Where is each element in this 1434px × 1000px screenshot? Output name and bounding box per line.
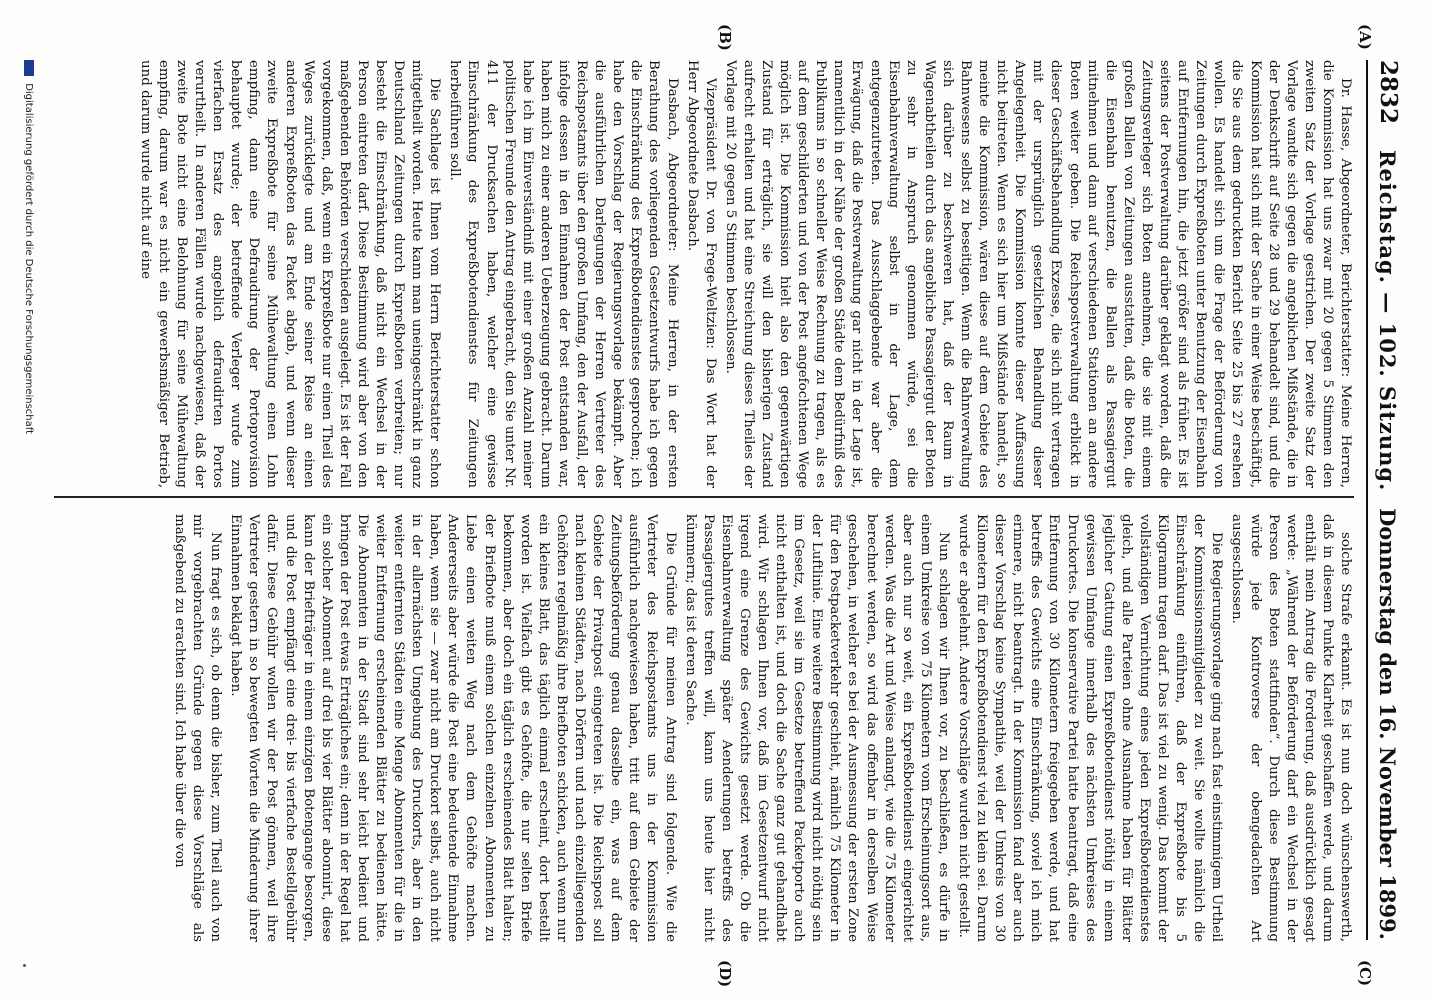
paragraph: Die Sachlage ist Ihnen vom Herrn Berichterstatter schon mitgetheilt worden. Heute kann man uneingeschränkt in ganz Deutschland Zeitungen durch Expreßboten verbreiten; nur besteht die Einschränkung, daß nicht ein Wechsel in der Person eintreten darf. Diese Bestimmung wird aber von den maßgebenden Behörden verschieden ausgelegt. Es ist der Fall vorgekommen, daß, wenn ein Expreßbote nur einen Theil des Weges zurücklegte und am Ende seiner Reise an einen anderen Expreßboten das Packet abgab, und wenn dieser zweite Expreßbote für seine Mühewaltung einen Lohn empfing, dann eine Defraudirung der Portoprovision behauptet wurde; der betreffende Verleger wurde zum vierfachen Ersatz des angeblich defraudirten Portos verurtheilt. In anderen Fällen wurde nachgewiesen, daß der zweite Bote nicht eine Belohnung für seine Mühewaltung empfing, darum war es nicht ein gewerbsmäßiger Betrieb, und darum wurde nicht auf eine [137,60,443,488]
digitization-text: Digitalisierung gefördert durch die Deutsche Forschungsgemeinschaft [23,83,34,435]
page-title: Reichstag. — 102. Sitzung. [1375,150,1400,492]
scan-artifact [23,964,26,967]
paragraph: Dr. Hasse, Abgeordneter, Berichterstatter: Meine Herren, die Kommission hat uns zwar mit 20 gegen 5 Stimmen den zweiten Satz der Vorlage gestrichen. Der zweite Satz der Vorlage wandte sich gegen die angeblichen Mißstände, die in der Denkschrift auf Seite 28 und 29 behandelt sind, und die Kommission hat sich mit der Sache in einer Weise beschäftigt, die Sie aus dem gedruckten Bericht Seite 25 bis 27 ersehen wollen. Es handelt sich um die Frage der Beförderung von Zeitungen durch Expreßboten unter Benutzung der Eisenbahn auf Entfernungen hin, die jetzt größer sind als früher. Es ist seitens der Postverwaltung darüber geklagt worden, daß die Zeitungsverleger sich Boten annehmen, die sie mit einem großen Ballen von Zeitungen ausstatten, daß die Boten, die die Eisenbahn benutzen, die Ballen als Passagiergut mitnehmen und dann auf verschiedenen Stationen an andere Boten weiter geben. Die Reichspostverwaltung erblickt in dieser Geschäftsbehandlung Exzesse, die sich nicht vertragen mit der ursprünglich gesetzlichen Behandlung dieser Angelegenheit. Die Kommission konnte dieser Auffassung nicht beitreten. Wenn es sich hier um Mißstände handelt, so meinte die Kommission, wären diese auf dem Gebiete des Bahnwesens selbst zu beseitigen. Wenn die Bahnverwaltung sich darüber zu beschweren hat, daß der Raum in Wagenabtheilen durch das angebliche Passagiergut der Boten zu sehr in Anspruch genommen würde, sei die Eisenbahnverwaltung selbst in der Lage, dem entgegenzutreten. Das Ausschlaggebende war aber die Erwägung, daß die Postverwaltung gar nicht in der Lage ist, namentlich in der Nähe der großen Städte dem Bedürfniß des Publikums in so schneller Weise Rechnung zu tragen, als es auf dem geschilderten und von der Post angefochtenen Wege möglich ist. Die Kommission hielt also den gegenwärtigen Zustand für erträglich, sie will den bisherigen Zustand aufrecht erhalten und hat eine Streichung dieses Theiles der Vorlage mit 20 gegen 5 Stimmen beschlossen. [722,60,1353,488]
margin-mark-d: (D) [716,960,734,988]
page-header [1366,60,1408,940]
paragraph: Die Gründe für meinen Antrag sind folgende. Wie die Vertreter des Reichspostamts uns in der Kommission ausführlich nachgewiesen haben, tritt auf dem Gebiete der Zeitungsbeförderung genau dasselbe ein, was auf dem Gebiete der Privatpost eingetreten ist. Die Reichspost soll nach kleinen Städten, nach Dörfern und nach einzelliegenden Gehöften regelmäßig ihre Briefboten schicken, auch wenn nur ein kleines Blatt, das täglich einmal erscheint, dort bestellt worden ist. Vielfach gibt es Gehöfte, die nur selten Briefe bekommen, aber doch ein täglich erscheinendes Blatt halten; der Briefbote muß einem solchen einzelnen Abonnenten zu Liebe einen weiten Weg nach dem Gehöfte machen. Andererseits aber würde die Post eine bedeutende Einnahme haben, wenn sie — zwar nicht am Druckort selbst, auch nicht in der allernächsten Umgebung des Druckorts, aber in den weiter entfernten Städten eine Menge Abonnenten für die in weiter Entfernung erscheinenden Blätter zu bedienen hätte. Die Abonnenten in der Stadt sind sehr leicht bedient und bringen der Post etwas Erträgliches ein; denn in der Regel hat ein solcher Abonnent auf drei bis vier Blätter abonnirt, diese kann der Briefträger in einem einzigen Botengange besorgen, und die Post empfängt eine drei- bis vierfache Bestellgebühr dafür. Diese Gebühr wollen wir der Post gönnen, weil ihre Vertreter gestern in so bewegten Worten die Minderung ihrer Einnahmen beklagt haben. [228,514,678,942]
paragraph: solche Strafe erkannt. Es ist nun doch wünschenswerth, daß in diesem Punkte Klarheit geschaffen werde, und darum enthält mein Antrag die Forderung, daß ausdrücklich gesagt werde: „Während der Beförderung darf ein Wechsel in der Person des Boten stattfinden“. Durch diese Bestimmung würde jede Kontroverse der obengedachten Art ausgeschlossen. [1229,514,1353,942]
margin-mark-a: (A) [1356,24,1374,50]
dfg-logo-icon [24,60,34,76]
paragraph: Nun fragt es sich, ob denn die bisher, zum Theil auch von mir vorgebrachten Gründe gegen diese Vorschläge als maßgebend zu erachten sind. Ich habe über die von [172,514,224,942]
column-divider [54,496,1354,498]
paragraph: Nun schlagen wir Ihnen vor, zu beschließen, es dürfe in einem Umkreise von 75 Kilometern vom Erscheinungsort aus, aber auch nur so weit, ein Expreßbotendienst eingerichtet werden. Was die Art und Weise anlangt, wie die 75 Kilometer berechnet werden, so wird das offenbar in derselben Weise geschehen, in welcher es bei der Ausmessung der ersten Zone für den Postpacketverkehr geschieht, nämlich 75 Kilometer in der Luftlinie. Eine weitere Bestimmung wird nicht nöthig sein im Gesetz, weil sie im Gesetze betreffend Packetporto auch nicht enthalten ist, und doch die Sache ganz gut gehandhabt wird. Wir schlagen Ihnen vor, daß im Gesetzentwurf nicht irgend eine Grenze des Gewichts gesetzt werde. Ob die Eisenbahnverwaltung später Aenderungen betreffs des Passagiergutes treffen will, kann uns heute hier nicht kümmern; das ist deren Sache. [682,514,951,942]
left-column [54,60,1354,488]
paragraph: Vizepräsident Dr. von Frege-Weltzien: Das Wort hat der Herr Abgeordnete Dasbach. [684,60,718,488]
paragraph: Die Regierungsvorlage ging nach fast einstimmigem Urtheil der Kommissionsmitglieder zu weit. Sie wollte nämlich die Einschränkung einführen, daß der Expreßbote bis 5 Kilogramm tragen darf. Das ist viel zu wenig. Das kommt der vollständigen Vernichtung eines jeden Expreßbotendienstes gleich, und alle Parteien ohne Ausnahme haben für Blätter jeglicher Gattung einen Expreßbotendienst nöthig in einem gewissen Umfange innerhalb des nächsten Umkreises des Druckortes. Die konservative Partei hatte beantragt, daß eine Entfernung von 30 Kilometern freigegeben werde, und hat betreffs des Gewichts eine Einschränkung, soviel ich mich erinnere, nicht beantragt. In der Kommission fand aber auch dieser Vorschlag keine Sympathie, weil der Umkreis von 30 Kilometern für den Expreßbotendienst viel zu klein sei. Darum wurde er abgelehnt. Andere Vorschläge wurden nicht gestellt. [956,514,1225,942]
paragraph: Dasbach, Abgeordneter: Meine Herren, in der ersten Berathung des vorliegenden Gesetzentwurfs habe ich gegen die Einschränkung des Expreßbotendienstes gesprochen; ich habe den Vorschlag der Regierungsvorlage bekämpft. Aber die ausführlichen Darlegungen der Herren Vertreter des Reichspostamts über den großen Umfang, den der Ausfall, der infolge dessen in den Einnahmen der Post entstanden war, haben mich zu einer anderen Ueberzeugung gebracht. Darum habe ich im Einverständniß mit einer großen Anzahl meiner politischen Freunde den Antrag eingebracht, den Sie unter Nr. 411 der Drucksachen haben, welcher eine gewisse Einschränkung des Expreßbotendienstes für Zeitungen herbeiführen soll. [447,60,680,488]
page-number: 2832 [1375,60,1402,125]
margin-mark-b: (B) [716,24,734,51]
margin-mark-c: (C) [1356,960,1374,987]
session-date: Donnerstag den 16. November 1899. [1375,508,1400,940]
digitization-note [23,60,34,940]
right-column [54,514,1354,942]
